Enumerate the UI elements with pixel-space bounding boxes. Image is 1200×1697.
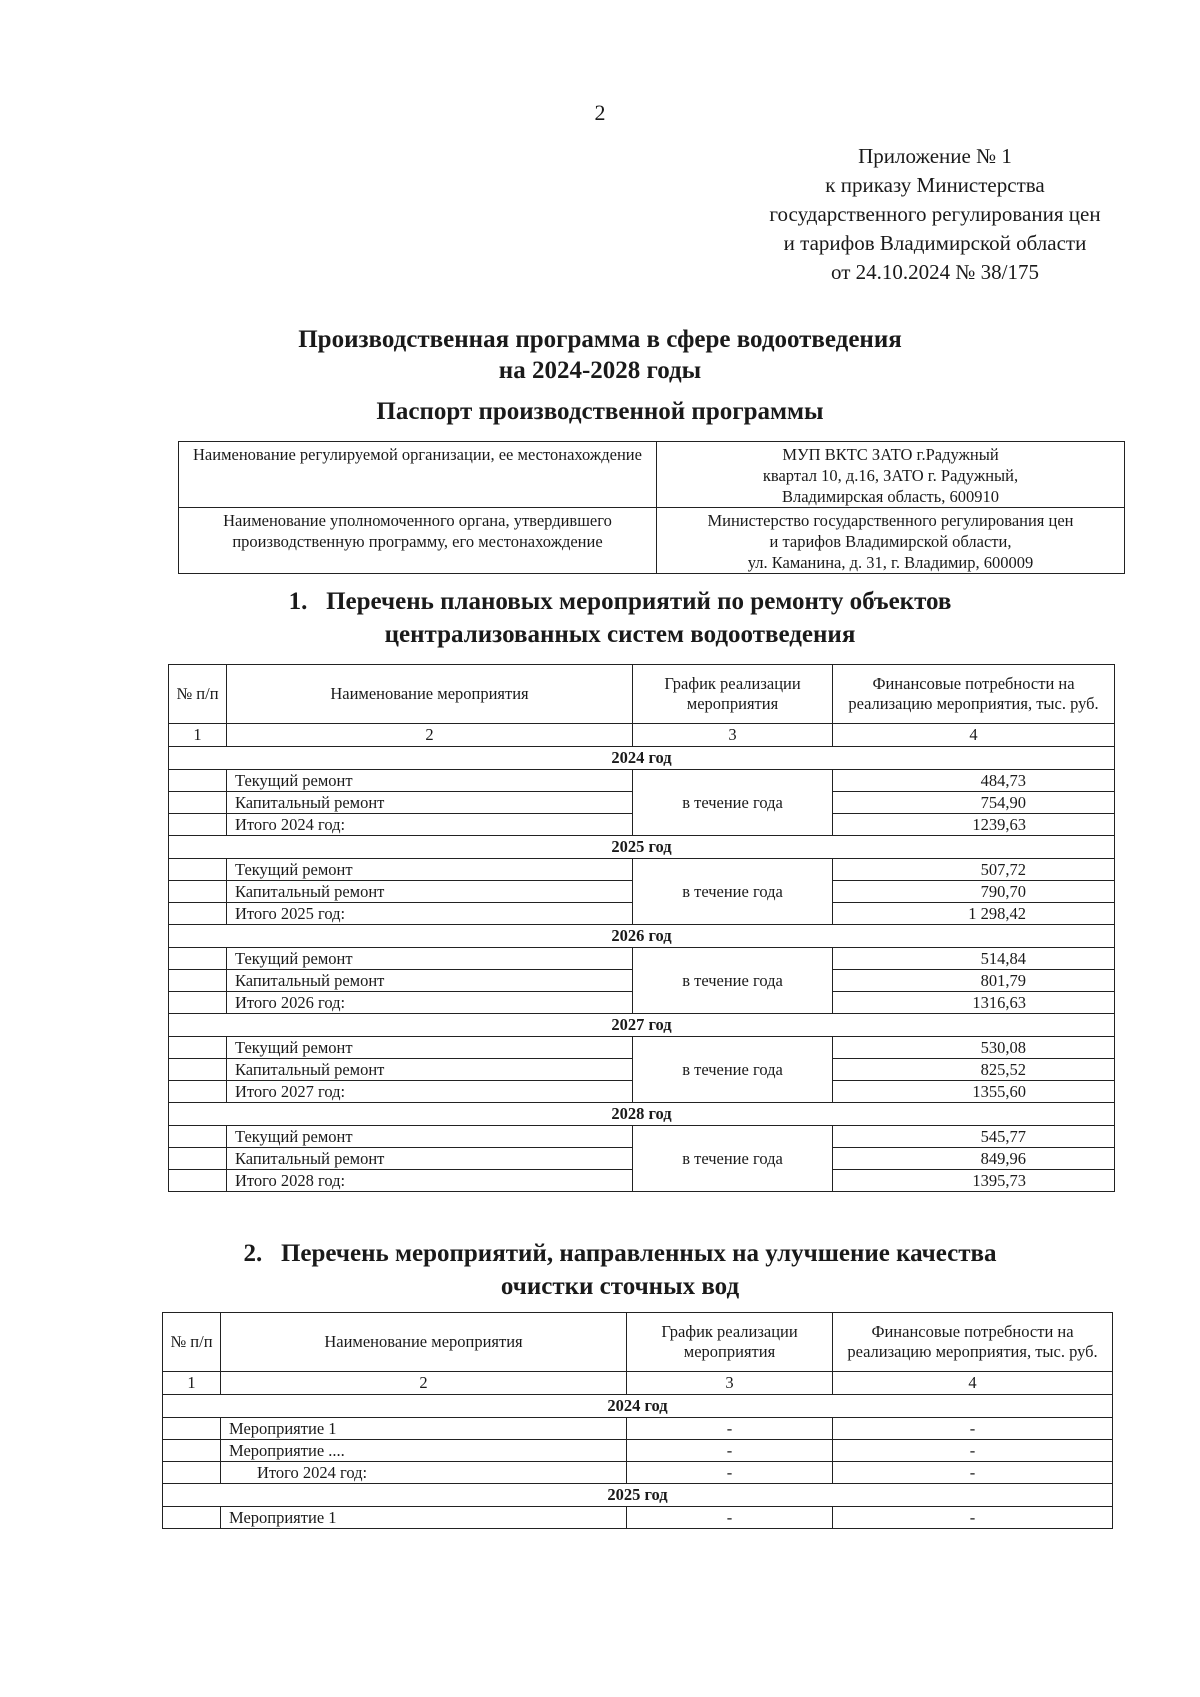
num-cell (169, 1170, 227, 1192)
finance-value: 790,70 (833, 881, 1115, 903)
appendix-line: и тарифов Владимирской области (783, 231, 1087, 255)
event-name: Итого 2027 год: (227, 1081, 633, 1103)
passport-label: Наименование регулируемой организации, ее местонахождение (179, 442, 657, 508)
event-name: Итого 2028 год: (227, 1170, 633, 1192)
num-cell (163, 1440, 221, 1462)
value-line: ул. Каманина, д. 31, г. Владимир, 600009 (747, 553, 1034, 572)
event-name: Капитальный ремонт (227, 1059, 633, 1081)
column-number: 2 (221, 1372, 627, 1395)
passport-title: Паспорт производственной программы (376, 398, 824, 425)
table-row (169, 1126, 1115, 1148)
num-cell (169, 1148, 227, 1170)
section-2-title (20, 1237, 1200, 1303)
section-title-line-2: очистки сточных вод (500, 1273, 740, 1300)
finance-value: 1395,73 (833, 1170, 1115, 1192)
event-name: Итого 2025 год: (227, 903, 633, 925)
header-num: № п/п (163, 1313, 221, 1372)
table-row (163, 1440, 1113, 1462)
table-header-row (169, 665, 1115, 724)
document-title (0, 324, 1200, 386)
event-name: Капитальный ремонт (227, 792, 633, 814)
event-name: Капитальный ремонт (227, 1148, 633, 1170)
value-line: Министерство государственного регулирования цен (707, 511, 1074, 530)
finance-value: 484,73 (833, 770, 1115, 792)
num-cell (169, 992, 227, 1014)
header-num: № п/п (169, 665, 227, 724)
column-number: 4 (833, 1372, 1113, 1395)
year-label: 2025 год (163, 1484, 1113, 1507)
year-row (169, 836, 1115, 859)
num-cell (169, 970, 227, 992)
event-name: Итого 2026 год: (227, 992, 633, 1014)
event-name: Мероприятие 1 (221, 1418, 627, 1440)
finance-value: 825,52 (833, 1059, 1115, 1081)
schedule-cell: в течение года (633, 948, 833, 1014)
passport-value (657, 442, 1125, 508)
finance-value: 801,79 (833, 970, 1115, 992)
column-number: 3 (627, 1372, 833, 1395)
section-title-line-2: централизованных систем водоотведения (384, 621, 856, 648)
event-name: Текущий ремонт (227, 859, 633, 881)
table-row (163, 1418, 1113, 1440)
year-label: 2027 год (169, 1014, 1115, 1037)
column-number: 2 (227, 724, 633, 747)
table-row (169, 948, 1115, 970)
section-title-line-1: Перечень плановых мероприятий по ремонту объектов (326, 588, 952, 615)
passport-row-organization (179, 442, 1125, 508)
num-cell (169, 1126, 227, 1148)
num-cell (169, 903, 227, 925)
passport-table (178, 441, 1125, 574)
quality-events-table (162, 1312, 1113, 1529)
schedule-cell: - (627, 1440, 833, 1462)
table-row (169, 1037, 1115, 1059)
num-cell (169, 881, 227, 903)
schedule-cell: в течение года (633, 859, 833, 925)
passport-label: Наименование уполномоченного органа, утвердившего производственную программу, его местонахождение (179, 508, 657, 574)
section-title-line-1: Перечень мероприятий, направленных на улучшение качества (280, 1240, 997, 1267)
finance-cell: - (833, 1507, 1113, 1529)
finance-value: 1 298,42 (833, 903, 1115, 925)
schedule-cell: - (627, 1418, 833, 1440)
column-number: 3 (633, 724, 833, 747)
year-label: 2024 год (169, 747, 1115, 770)
event-name: Мероприятие 1 (221, 1507, 627, 1529)
num-cell (169, 814, 227, 836)
event-name: Текущий ремонт (227, 948, 633, 970)
title-line-2: на 2024-2028 годы (498, 357, 702, 384)
num-cell (169, 859, 227, 881)
finance-value: 1239,63 (833, 814, 1115, 836)
schedule-cell: в течение года (633, 1037, 833, 1103)
column-number: 1 (163, 1372, 221, 1395)
value-line: квартал 10, д.16, ЗАТО г. Радужный, (762, 466, 1019, 485)
header-name: Наименование мероприятия (221, 1313, 627, 1372)
finance-value: 530,08 (833, 1037, 1115, 1059)
finance-value: 754,90 (833, 792, 1115, 814)
num-cell (169, 1059, 227, 1081)
event-name: Текущий ремонт (227, 1126, 633, 1148)
finance-value: 507,72 (833, 859, 1115, 881)
year-label: 2025 год (169, 836, 1115, 859)
appendix-line: Приложение № 1 (858, 144, 1012, 168)
schedule-cell: в течение года (633, 770, 833, 836)
section-number: 2. (243, 1240, 263, 1267)
column-number: 1 (169, 724, 227, 747)
appendix-line: государственного регулирования цен (769, 202, 1101, 226)
header-finance: Финансовые потребности на реализацию мероприятия, тыс. руб. (833, 665, 1115, 724)
year-row (169, 747, 1115, 770)
num-cell (163, 1418, 221, 1440)
event-name: Капитальный ремонт (227, 881, 633, 903)
finance-value: 1316,63 (833, 992, 1115, 1014)
num-cell (169, 1081, 227, 1103)
finance-value: 1355,60 (833, 1081, 1115, 1103)
value-line: МУП ВКТС ЗАТО г.Радужный (782, 445, 999, 464)
year-label: 2026 год (169, 925, 1115, 948)
event-name: Итого 2024 год: (227, 814, 633, 836)
table-row (163, 1462, 1113, 1484)
num-cell (163, 1507, 221, 1529)
value-line: Владимирская область, 600910 (781, 487, 1000, 506)
year-row (169, 1103, 1115, 1126)
table-row (163, 1507, 1113, 1529)
finance-cell: - (833, 1418, 1113, 1440)
table-header-row (163, 1313, 1113, 1372)
schedule-cell: в течение года (633, 1126, 833, 1192)
event-name: Капитальный ремонт (227, 970, 633, 992)
column-number-row (163, 1372, 1113, 1395)
column-number-row (169, 724, 1115, 747)
section-number: 1. (288, 588, 308, 615)
num-cell (169, 770, 227, 792)
appendix-line: от 24.10.2024 № 38/175 (830, 260, 1040, 284)
year-label: 2028 год (169, 1103, 1115, 1126)
event-name: Мероприятие .... (221, 1440, 627, 1462)
table-row (169, 770, 1115, 792)
num-cell (169, 948, 227, 970)
passport-row-authority (179, 508, 1125, 574)
finance-value: 545,77 (833, 1126, 1115, 1148)
year-row (163, 1484, 1113, 1507)
finance-value: 849,96 (833, 1148, 1115, 1170)
appendix-block (740, 142, 1130, 287)
year-label: 2024 год (163, 1395, 1113, 1418)
num-cell (163, 1462, 221, 1484)
num-cell (169, 792, 227, 814)
header-name: Наименование мероприятия (227, 665, 633, 724)
year-row (163, 1395, 1113, 1418)
event-name: Итого 2024 год: (221, 1462, 627, 1484)
schedule-cell: - (627, 1462, 833, 1484)
appendix-line: к приказу Министерства (825, 173, 1045, 197)
finance-value: 514,84 (833, 948, 1115, 970)
year-row (169, 925, 1115, 948)
event-name: Текущий ремонт (227, 770, 633, 792)
header-finance: Финансовые потребности на реализацию мероприятия, тыс. руб. (833, 1313, 1113, 1372)
finance-cell: - (833, 1440, 1113, 1462)
repair-events-table (168, 664, 1115, 1192)
header-schedule: График реализации мероприятия (627, 1313, 833, 1372)
passport-value (657, 508, 1125, 574)
year-row (169, 1014, 1115, 1037)
page-number: 2 (594, 100, 606, 125)
title-line-1: Производственная программа в сфере водоотведения (298, 326, 902, 353)
column-number: 4 (833, 724, 1115, 747)
value-line: и тарифов Владимирской области, (769, 532, 1012, 551)
table-row (169, 859, 1115, 881)
schedule-cell: - (627, 1507, 833, 1529)
section-1-title (20, 585, 1200, 651)
event-name: Текущий ремонт (227, 1037, 633, 1059)
finance-cell: - (833, 1462, 1113, 1484)
num-cell (169, 1037, 227, 1059)
header-schedule: График реализации мероприятия (633, 665, 833, 724)
